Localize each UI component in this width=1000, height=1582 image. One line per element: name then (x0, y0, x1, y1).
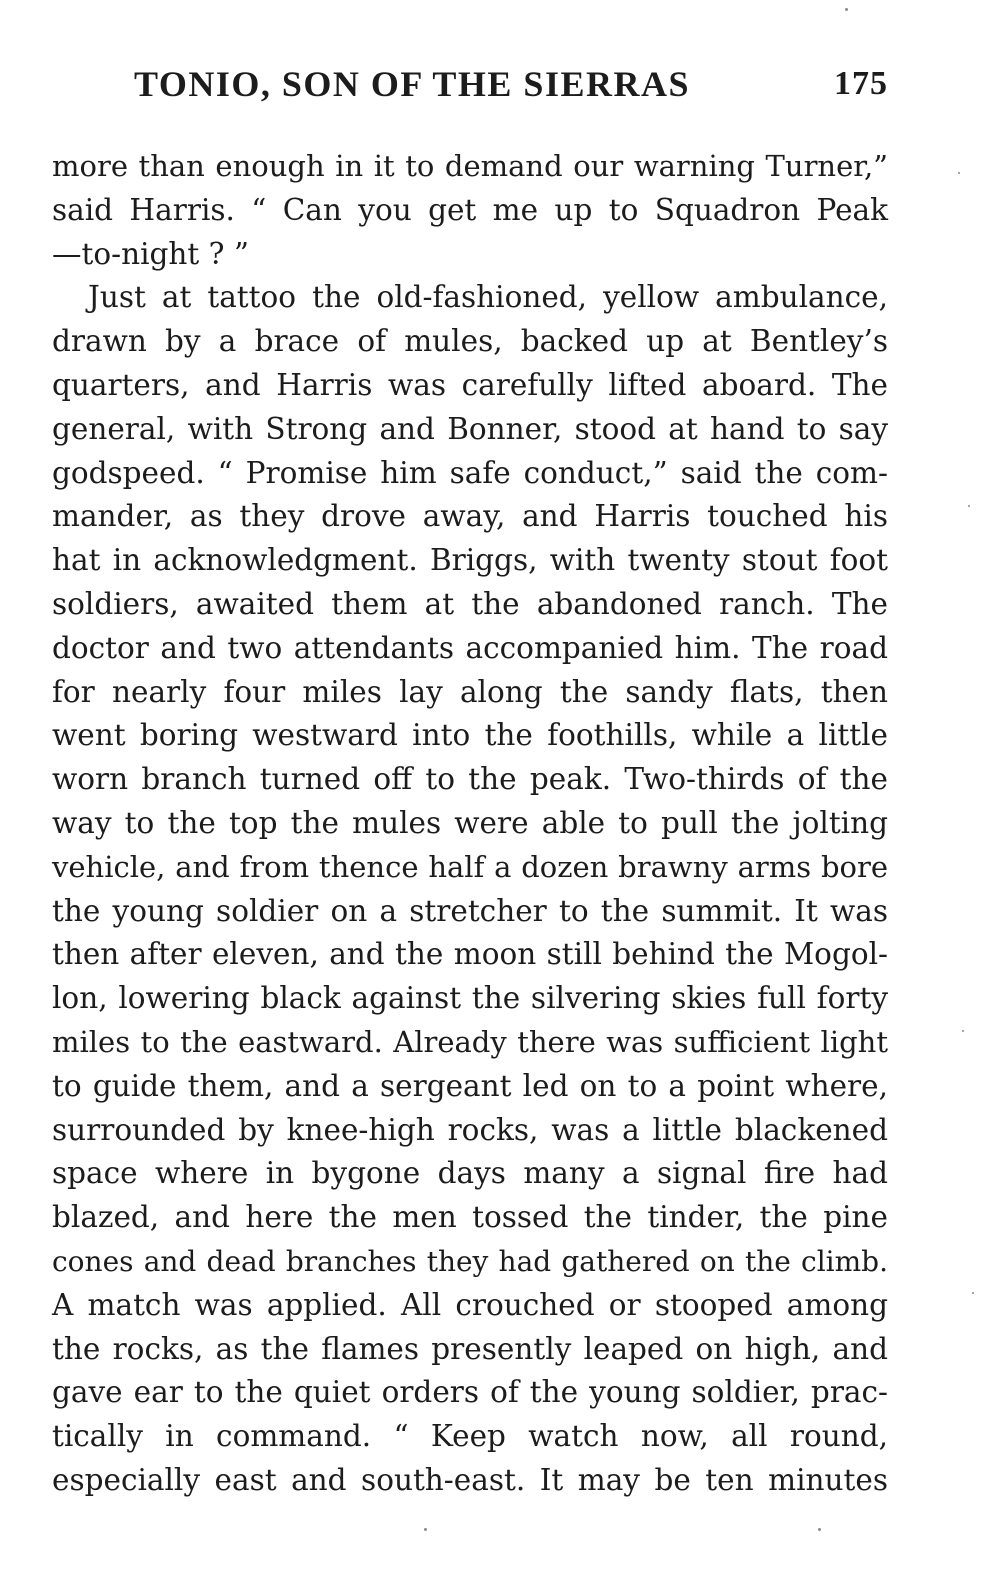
text-line: godspeed. “ Promise him safe conduct,” said the com- (52, 455, 888, 490)
text-line: to guide them, and a sergeant led on to a point where, (52, 1068, 888, 1103)
text-line: quarters, and Harris was carefully lifted aboard. The (52, 367, 888, 402)
text-line: worn branch turned off to the peak. Two-thirds of the (52, 762, 888, 797)
text-line: more than enough in it to demand our warning Turner,” (52, 149, 888, 183)
text-line: especially east and south-east. It may be ten minutes (52, 1462, 888, 1497)
text-line: general, with Strong and Bonner, stood at hand to say (52, 411, 888, 446)
text-line: gave ear to the quiet orders of the young soldier, prac- (52, 1375, 888, 1410)
text-line: the rocks, as the flames presently leaped on high, and (52, 1331, 888, 1366)
page-number: 175 (834, 65, 888, 102)
text-line: the young soldier on a stretcher to the summit. It was (52, 893, 888, 928)
text-line: went boring westward into the foothills, while a little (52, 718, 888, 753)
scan-speck (968, 505, 970, 507)
text-line: hat in acknowledgment. Briggs, with twenty stout foot (52, 543, 888, 578)
scan-speck (962, 1030, 964, 1032)
text-line: A match was applied. All crouched or stooped among (52, 1287, 888, 1322)
scan-speck (845, 8, 848, 11)
text-line: for nearly four miles lay along the sandy flats, then (52, 674, 888, 709)
text-line: space where in bygone days many a signal fire had (52, 1156, 888, 1191)
text-line: drawn by a brace of mules, backed up at Bentley’s (52, 324, 888, 359)
text-line: lon, lowering black against the silvering skies full forty (52, 981, 888, 1016)
text-line: —to-night ? ” (52, 236, 249, 271)
text-line: then after eleven, and the moon still behind the Mogol- (52, 937, 888, 972)
scan-speck (972, 1292, 974, 1294)
text-line: miles to the eastward. Already there was sufficient light (52, 1024, 888, 1059)
paragraph (52, 276, 888, 1502)
text-line: soldiers, awaited them at the abandoned ranch. The (52, 586, 888, 621)
text-line: Just at tattoo the old-fashioned, yellow ambulance, (88, 280, 888, 315)
paragraph (52, 145, 888, 276)
running-head (52, 62, 888, 106)
text-line: cones and dead branches they had gathered on the climb. (52, 1244, 888, 1278)
text-line: mander, as they drove away, and Harris touched his (52, 499, 888, 534)
text-line: surrounded by knee-high rocks, was a little blackened (52, 1112, 888, 1147)
scan-speck (958, 172, 960, 174)
text-line: blazed, and here the men tossed the tinder, the pine (52, 1200, 888, 1235)
body-text (52, 145, 888, 1503)
text-line: vehicle, and from thence half a dozen brawny arms bore (52, 849, 888, 884)
text-line: way to the top the mules were able to pull the jolting (52, 805, 888, 840)
scan-speck (424, 1528, 427, 1531)
text-line: said Harris. “ Can you get me up to Squadron Peak (52, 192, 888, 227)
text-line: doctor and two attendants accompanied him. The road (52, 630, 888, 665)
scan-speck (818, 1528, 821, 1531)
running-title: TONIO, SON OF THE SIERRAS (134, 64, 690, 104)
text-line: tically in command. “ Keep watch now, all round, (52, 1419, 888, 1454)
